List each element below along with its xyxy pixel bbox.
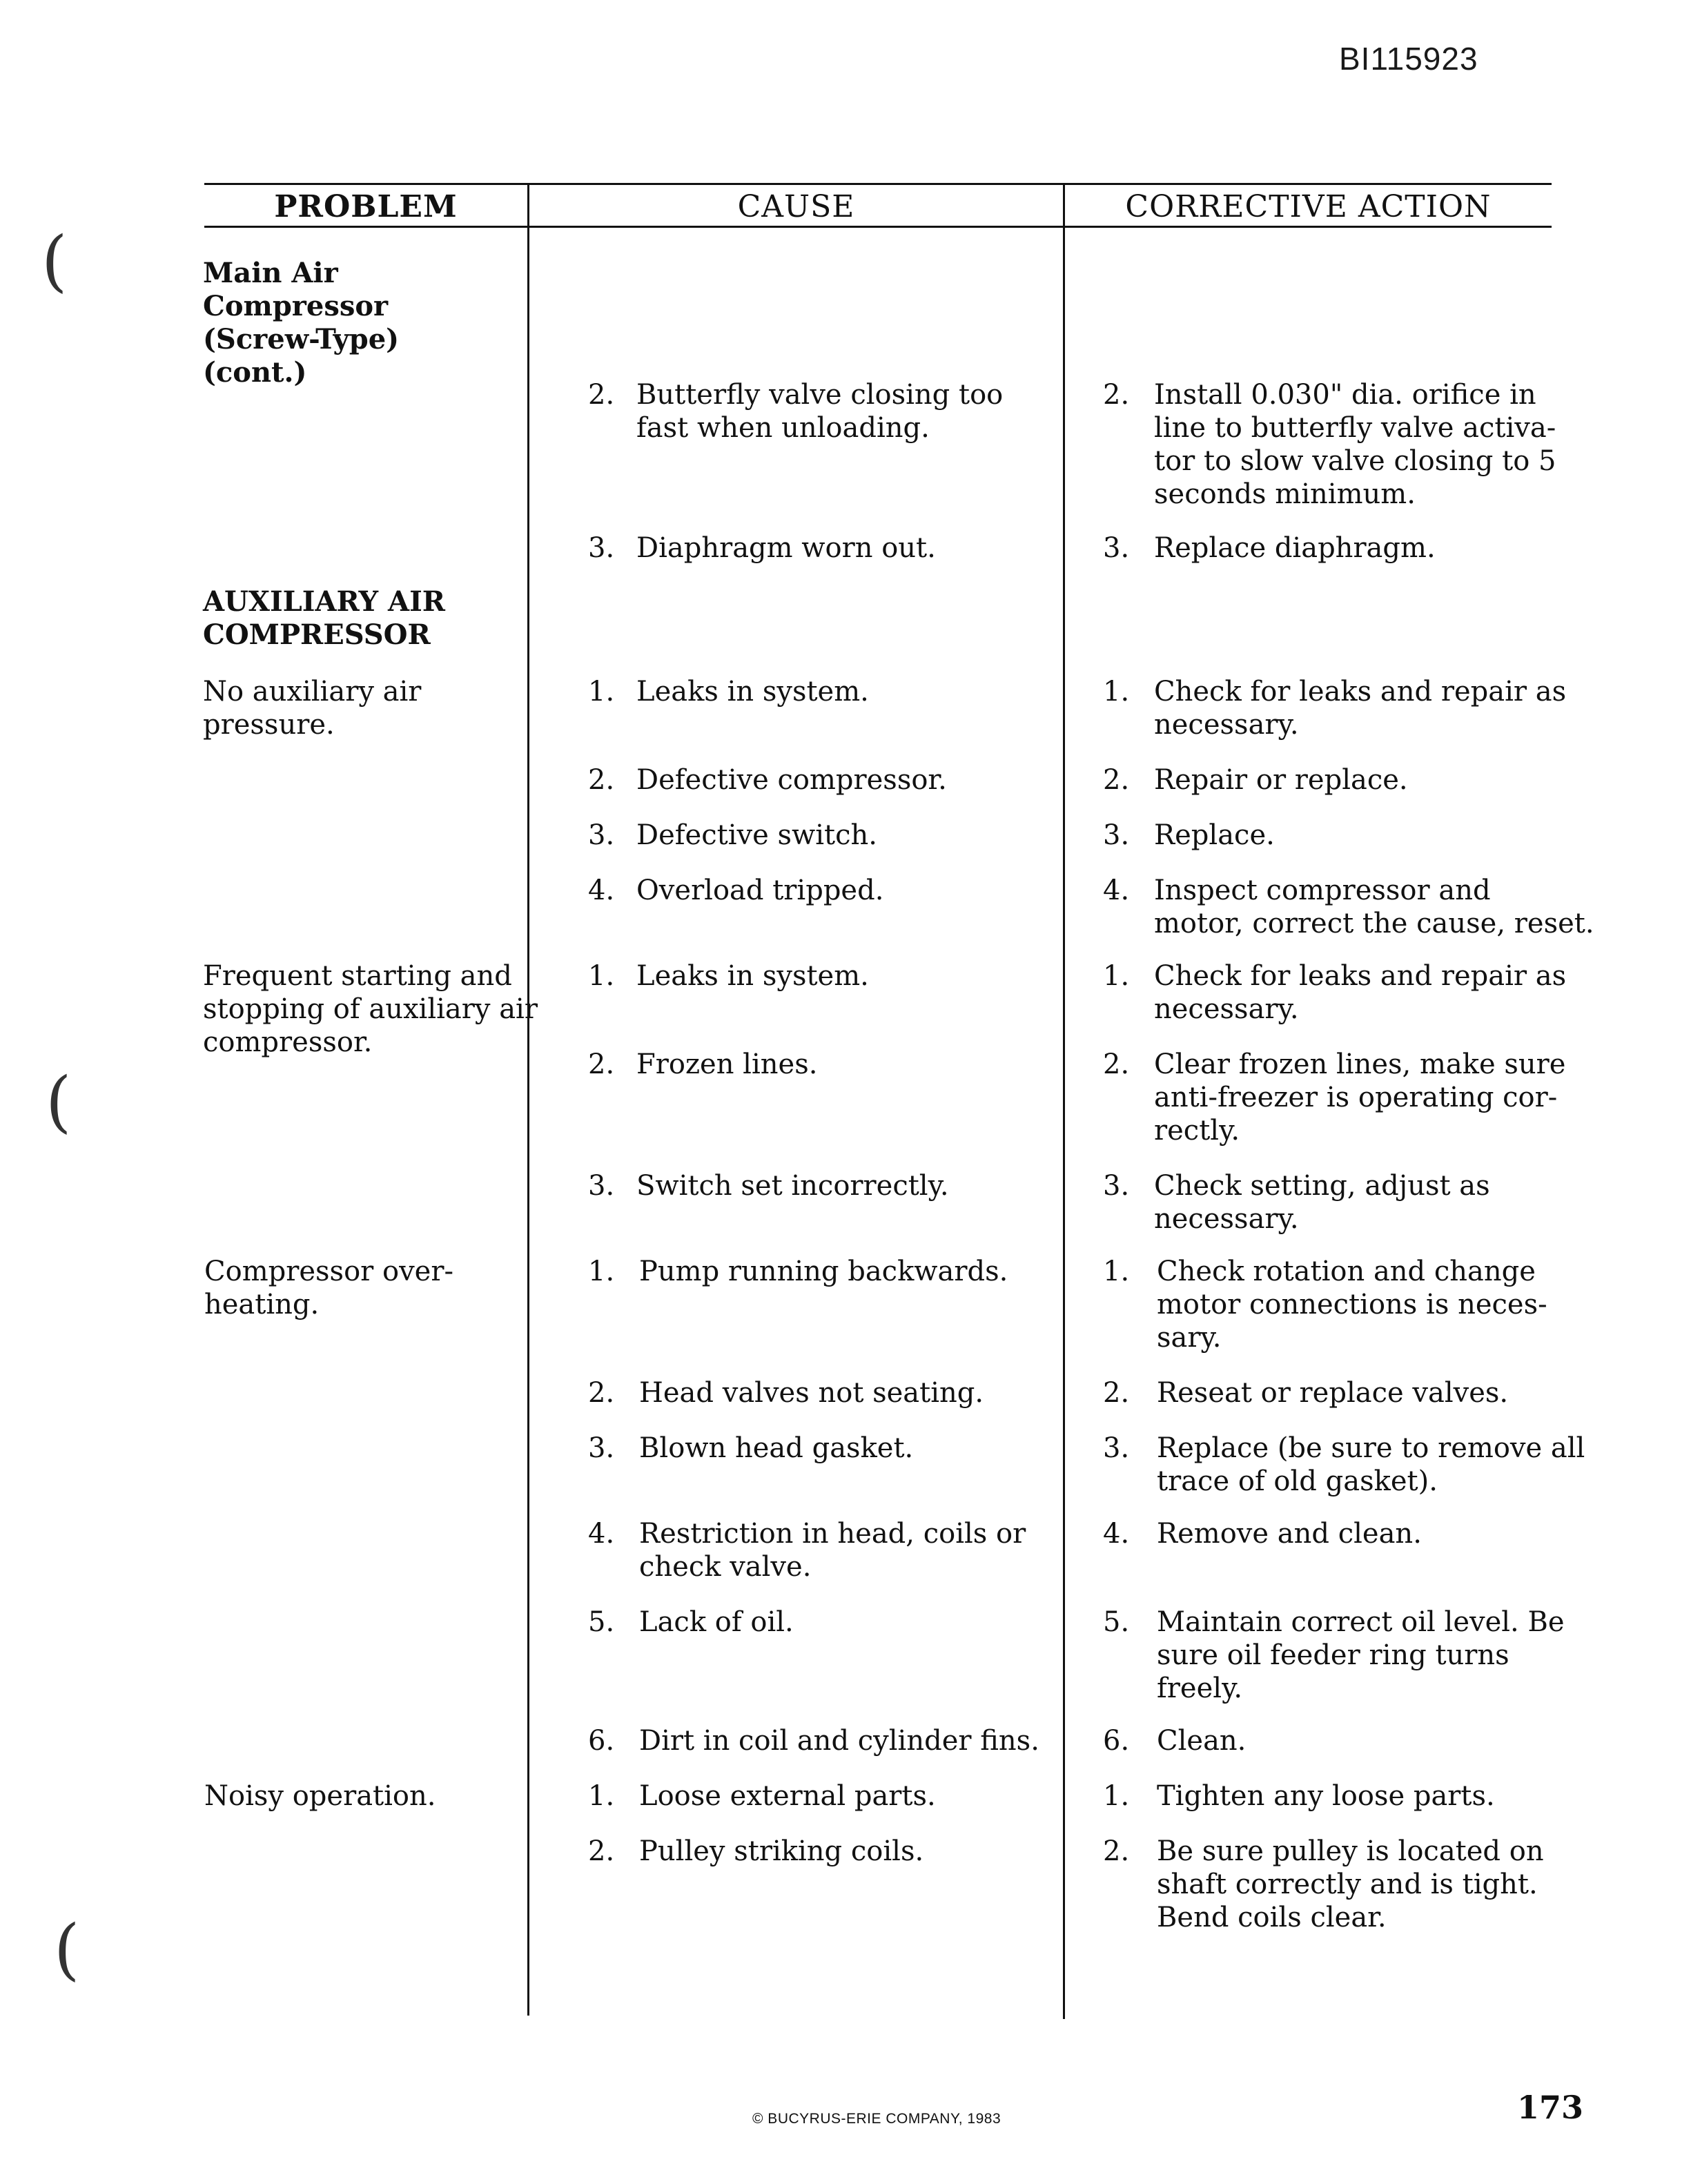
column-divider-1 xyxy=(527,183,529,2016)
action-number: 6. xyxy=(1103,1725,1130,1757)
header-cause: CAUSE xyxy=(737,189,855,224)
action-text: Inspect compressor and xyxy=(1154,875,1491,906)
cause-number: 2. xyxy=(588,1835,615,1867)
action-text: Check for leaks and repair as xyxy=(1154,960,1567,992)
action-text: Maintain correct oil level. Be xyxy=(1157,1606,1565,1638)
cause-text: fast when unloading. xyxy=(636,412,930,444)
problem-main-air-line-2: Compressor xyxy=(203,290,389,322)
cause-number: 1. xyxy=(588,960,615,992)
problem-main-air-line-3: (Screw-Type) xyxy=(203,323,400,355)
section-heading-line-2: COMPRESSOR xyxy=(203,618,431,651)
action-text: Check setting, adjust as xyxy=(1154,1170,1490,1202)
action-text: Replace (be sure to remove all xyxy=(1157,1432,1585,1464)
binding-hole-mark: ( xyxy=(41,222,68,300)
action-text: Repair or replace. xyxy=(1154,764,1408,796)
action-number: 3. xyxy=(1103,1432,1130,1464)
action-text: line to butterfly valve activa- xyxy=(1154,412,1556,444)
cause-number: 3. xyxy=(588,819,615,851)
action-text: Be sure pulley is located on xyxy=(1157,1835,1544,1867)
header-bottom-rule xyxy=(204,226,1552,228)
action-number: 2. xyxy=(1103,1049,1130,1080)
cause-number: 3. xyxy=(588,1432,615,1464)
binding-hole-mark: ( xyxy=(46,1063,72,1140)
action-number: 4. xyxy=(1103,875,1130,906)
cause-number: 1. xyxy=(588,1780,615,1812)
cause-text: Diaphragm worn out. xyxy=(636,532,936,564)
cause-text: Frozen lines. xyxy=(636,1049,818,1080)
problem-frequent-line-1: Frequent starting and xyxy=(203,960,512,992)
binding-hole-mark: ( xyxy=(54,1911,80,1988)
page-number: 173 xyxy=(1517,2089,1584,2126)
action-number: 3. xyxy=(1103,819,1130,851)
problem-overheating-line-2: heating. xyxy=(204,1289,320,1320)
action-text: Replace diaphragm. xyxy=(1154,532,1436,564)
action-text: necessary. xyxy=(1154,993,1299,1025)
action-number: 3. xyxy=(1103,1170,1130,1202)
cause-number: 2. xyxy=(588,379,615,411)
cause-text: Blown head gasket. xyxy=(639,1432,914,1464)
section-heading-line-1: AUXILIARY AIR xyxy=(203,585,446,618)
action-text: freely. xyxy=(1157,1673,1243,1704)
action-number: 2. xyxy=(1103,1377,1130,1409)
action-number: 3. xyxy=(1103,532,1130,564)
cause-text: Restriction in head, coils or xyxy=(639,1518,1026,1550)
cause-text: Butterfly valve closing too xyxy=(636,379,1004,411)
action-text: Clean. xyxy=(1157,1725,1247,1757)
problem-frequent-line-3: compressor. xyxy=(203,1026,373,1058)
action-number: 1. xyxy=(1103,1780,1130,1812)
action-number: 2. xyxy=(1103,764,1130,796)
cause-number: 5. xyxy=(588,1606,615,1638)
action-text: sure oil feeder ring turns xyxy=(1157,1639,1509,1671)
cause-text: Switch set incorrectly. xyxy=(636,1170,949,1202)
cause-number: 4. xyxy=(588,875,615,906)
problem-main-air-line-4: (cont.) xyxy=(203,356,307,389)
cause-text: Head valves not seating. xyxy=(639,1377,984,1409)
action-number: 1. xyxy=(1103,1256,1130,1287)
action-text: Bend coils clear. xyxy=(1157,1902,1387,1933)
action-text: Remove and clean. xyxy=(1157,1518,1422,1550)
action-text: Install 0.030" dia. orifice in xyxy=(1154,379,1536,411)
action-text: sary. xyxy=(1157,1322,1222,1354)
action-number: 4. xyxy=(1103,1518,1130,1550)
cause-number: 3. xyxy=(588,1170,615,1202)
header-corrective-action: CORRECTIVE ACTION xyxy=(1125,189,1492,224)
action-text: Check rotation and change xyxy=(1157,1256,1536,1287)
problem-frequent-line-2: stopping of auxiliary air xyxy=(203,993,538,1025)
cause-text: Loose external parts. xyxy=(639,1780,936,1812)
cause-text: Leaks in system. xyxy=(636,676,869,708)
cause-number: 2. xyxy=(588,764,615,796)
action-text: Replace. xyxy=(1154,819,1275,851)
cause-text: check valve. xyxy=(639,1551,812,1583)
cause-text: Pump running backwards. xyxy=(639,1256,1008,1287)
problem-noisy: Noisy operation. xyxy=(204,1780,436,1812)
action-text: necessary. xyxy=(1154,1203,1299,1235)
cause-text: Pulley striking coils. xyxy=(639,1835,924,1867)
action-text: motor, correct the cause, reset. xyxy=(1154,908,1594,939)
cause-number: 2. xyxy=(588,1049,615,1080)
cause-number: 1. xyxy=(588,1256,615,1287)
action-number: 2. xyxy=(1103,379,1130,411)
action-text: Tighten any loose parts. xyxy=(1157,1780,1495,1812)
cause-number: 3. xyxy=(588,532,615,564)
header-top-rule xyxy=(204,183,1552,185)
action-text: shaft correctly and is tight. xyxy=(1157,1869,1538,1900)
cause-number: 1. xyxy=(588,676,615,708)
cause-text: Defective switch. xyxy=(636,819,877,851)
action-number: 1. xyxy=(1103,960,1130,992)
header-problem: PROBLEM xyxy=(274,189,458,224)
action-text: anti-freezer is operating cor- xyxy=(1154,1082,1558,1113)
action-text: trace of old gasket). xyxy=(1157,1465,1438,1497)
cause-number: 6. xyxy=(588,1725,615,1757)
cause-text: Defective compressor. xyxy=(636,764,947,796)
action-text: Clear frozen lines, make sure xyxy=(1154,1049,1566,1080)
action-text: necessary. xyxy=(1154,709,1299,741)
column-divider-2 xyxy=(1063,183,1065,2019)
action-text: motor connections is neces- xyxy=(1157,1289,1547,1320)
cause-number: 4. xyxy=(588,1518,615,1550)
action-text: Reseat or replace valves. xyxy=(1157,1377,1509,1409)
action-number: 2. xyxy=(1103,1835,1130,1867)
cause-text: Lack of oil. xyxy=(639,1606,794,1638)
cause-text: Dirt in coil and cylinder fins. xyxy=(639,1725,1039,1757)
cause-text: Overload tripped. xyxy=(636,875,884,906)
footer-copyright: © BUCYRUS-ERIE COMPANY, 1983 xyxy=(752,2111,1001,2127)
action-text: rectly. xyxy=(1154,1115,1240,1147)
cause-text: Leaks in system. xyxy=(636,960,869,992)
problem-overheating-line-1: Compressor over- xyxy=(204,1256,453,1287)
problem-main-air-line-1: Main Air xyxy=(203,257,338,289)
action-number: 5. xyxy=(1103,1606,1130,1638)
action-number: 1. xyxy=(1103,676,1130,708)
problem-no-pressure-line-2: pressure. xyxy=(203,709,335,741)
document-id: BI115923 xyxy=(1339,41,1478,77)
action-text: Check for leaks and repair as xyxy=(1154,676,1567,708)
action-text: tor to slow valve closing to 5 xyxy=(1154,445,1556,477)
problem-no-pressure-line-1: No auxiliary air xyxy=(203,676,422,708)
cause-number: 2. xyxy=(588,1377,615,1409)
action-text: seconds minimum. xyxy=(1154,478,1416,510)
